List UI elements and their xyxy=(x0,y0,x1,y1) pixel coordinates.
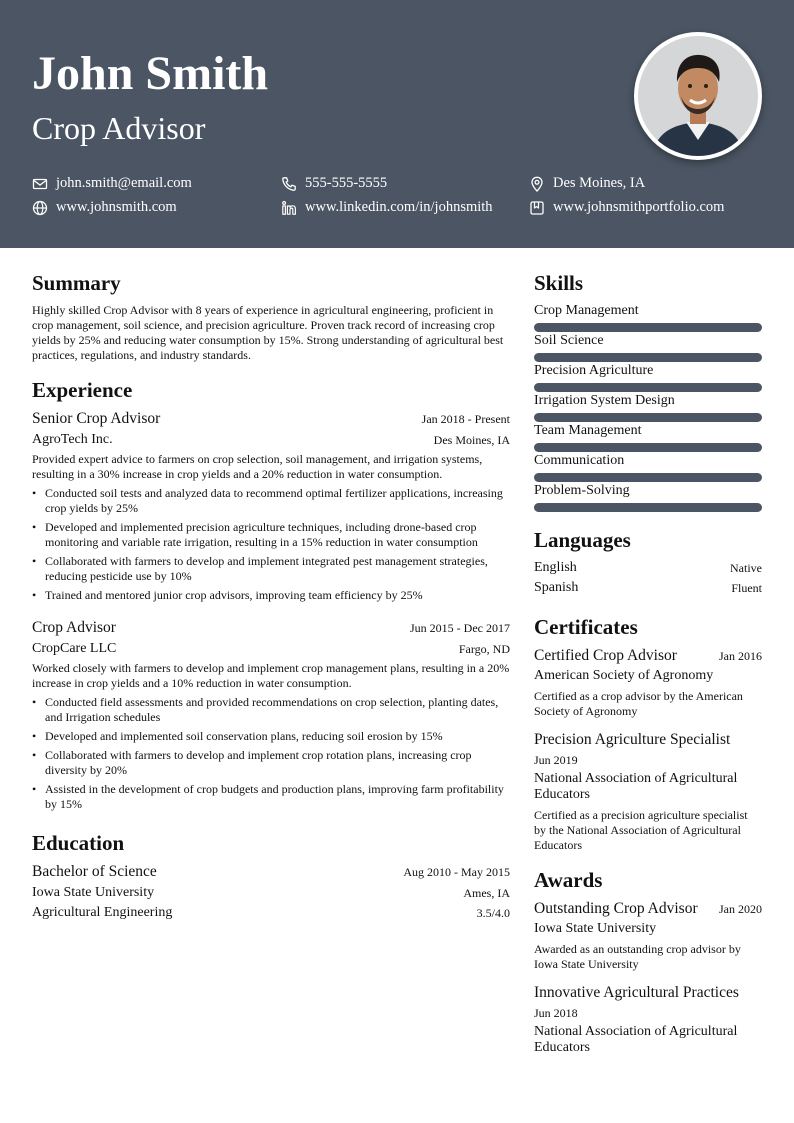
language-level: Fluent xyxy=(731,581,762,595)
job-title: Senior Crop Advisor xyxy=(32,410,161,427)
skill-bar xyxy=(534,353,762,362)
award-title: Outstanding Crop Advisor xyxy=(534,900,698,917)
certificate-description: Certified as a precision agriculture specialist by the National Association of Agricultural Educators xyxy=(534,808,748,852)
candidate-title: Crop Advisor xyxy=(32,110,206,146)
skill-bar xyxy=(534,323,762,332)
job-bullet-list xyxy=(32,486,510,607)
job-bullet: • Conducted field assessments and provided recommendations on crop selection, planting dates, and Irrigation schedules xyxy=(45,695,510,725)
education-heading: Education xyxy=(32,831,125,855)
job-title: Crop Advisor xyxy=(32,619,116,636)
award-date: Jan 2020 xyxy=(719,902,762,916)
contact-email[interactable] xyxy=(32,175,192,192)
profile-photo xyxy=(634,32,762,160)
contact-phone-text: 555-555-5555 xyxy=(305,175,388,191)
certificate-description: Certified as a crop advisor by the American Society of Agronomy xyxy=(534,689,743,718)
contact-location xyxy=(529,175,645,192)
job-location: Fargo, ND xyxy=(458,642,510,656)
contact-linkedin[interactable] xyxy=(281,199,493,216)
certificate-title: Precision Agriculture Specialist xyxy=(534,731,731,748)
resume-header xyxy=(0,0,794,248)
contact-email-text: john.smith@email.com xyxy=(56,175,192,191)
certificates-heading: Certificates xyxy=(534,615,638,639)
skill-name: Team Management xyxy=(534,423,642,438)
job-bullet: • Developed and implemented precision agriculture techniques, including drone-based crop monitoring and variable rate irrigation, resulting in a 15% reduction in water consumption xyxy=(45,520,510,550)
award-issuer: Iowa State University xyxy=(534,921,657,936)
skill-bar xyxy=(534,443,762,452)
language-level: Native xyxy=(730,561,762,575)
phone-icon xyxy=(281,176,297,192)
skill-name: Precision Agriculture xyxy=(534,363,654,378)
job-bullet: • Collaborated with farmers to develop and implement integrated pest management strategies, reducing pesticide use by 10% xyxy=(45,554,510,584)
award-description: Awarded as an outstanding crop advisor by Iowa State University xyxy=(534,942,741,971)
skill-name: Crop Management xyxy=(534,303,639,318)
field-of-study: Agricultural Engineering xyxy=(32,905,173,920)
skill-name: Irrigation System Design xyxy=(534,393,675,408)
job-bullet: • Assisted in the development of crop budgets and production plans, improving farm profitability by 15% xyxy=(45,782,510,812)
education-dates: Aug 2010 - May 2015 xyxy=(403,865,510,879)
job-dates: Jan 2018 - Present xyxy=(421,412,510,426)
skill-name: Communication xyxy=(534,453,625,468)
job-company: AgroTech Inc. xyxy=(32,432,113,447)
email-icon xyxy=(32,176,48,192)
globe-icon xyxy=(32,200,48,216)
skill-bar xyxy=(534,413,762,422)
experience-heading: Experience xyxy=(32,378,133,402)
candidate-name: John Smith xyxy=(32,47,269,100)
job-bullet: • Trained and mentored junior crop advisors, improving team efficiency by 25% xyxy=(45,588,510,603)
contact-linkedin-text: www.linkedin.com/in/johnsmith xyxy=(305,199,493,215)
skill-bar xyxy=(534,383,762,392)
job-description: Worked closely with farmers to develop and implement crop management plans, resulting in a 20% increase in crop yields and a 10% reduction in water consumption. xyxy=(32,661,510,690)
certificate-date: Jan 2016 xyxy=(719,649,762,663)
certificate-title: Certified Crop Advisor xyxy=(534,647,677,664)
job-dates: Jun 2015 - Dec 2017 xyxy=(410,621,510,635)
skill-bar xyxy=(534,503,762,512)
contact-phone[interactable] xyxy=(281,175,387,192)
certificate-issuer: American Society of Agronomy xyxy=(534,668,714,683)
job-location: Des Moines, IA xyxy=(433,433,510,447)
languages-heading: Languages xyxy=(534,528,631,552)
job-bullet-list xyxy=(32,695,510,816)
summary-heading: Summary xyxy=(32,271,121,295)
skills-heading: Skills xyxy=(534,271,584,295)
awards-heading: Awards xyxy=(534,868,603,892)
skill-name: Soil Science xyxy=(534,333,604,348)
certificate-issuer: National Association of Agricultural Educators xyxy=(534,771,738,802)
job-description: Provided expert advice to farmers on crop selection, soil management, and irrigation systems, resulting in a 30% increase in crop yields and a 20% reduction in water consumption. xyxy=(32,452,483,481)
award-title: Innovative Agricultural Practices xyxy=(534,984,739,1001)
skill-bar xyxy=(534,473,762,482)
certificate-date: Jun 2019 xyxy=(534,753,578,767)
language-name: Spanish xyxy=(534,580,579,595)
school-name: Iowa State University xyxy=(32,885,155,900)
gpa: 3.5/4.0 xyxy=(476,906,510,920)
job-bullet: • Conducted soil tests and analyzed data to recommend optimal fertilizer applications, increasing crop yields by 25% xyxy=(45,486,510,516)
contact-website-text: www.johnsmith.com xyxy=(56,199,177,215)
linkedin-icon xyxy=(281,200,297,216)
summary-text: Highly skilled Crop Advisor with 8 years of experience in agricultural engineering, proficient in crop management, soil science, and precision agriculture. Proven track record of increasing crop yields by 25% and reducing water consumption by 15%. Strong understanding of agricultural best practices, regulations, and industry standards. xyxy=(32,303,504,362)
school-location: Ames, IA xyxy=(463,886,510,900)
language-name: English xyxy=(534,560,577,575)
contact-website[interactable] xyxy=(32,199,177,216)
degree-title: Bachelor of Science xyxy=(32,863,157,880)
job-company: CropCare LLC xyxy=(32,641,117,656)
contact-portfolio-text: www.johnsmithportfolio.com xyxy=(553,199,725,215)
skill-name: Problem-Solving xyxy=(534,483,630,498)
portfolio-icon xyxy=(529,200,545,216)
profile-photo-image xyxy=(638,36,758,156)
job-bullet: • Developed and implemented soil conservation plans, reducing soil erosion by 15% xyxy=(45,729,510,744)
award-issuer: National Association of Agricultural Educators xyxy=(534,1024,738,1055)
job-bullet: • Collaborated with farmers to develop and implement crop rotation plans, increasing crop diversity by 20% xyxy=(45,748,510,778)
award-date: Jun 2018 xyxy=(534,1006,578,1020)
location-pin-icon xyxy=(529,176,545,192)
contact-location-text: Des Moines, IA xyxy=(553,175,646,191)
contact-portfolio[interactable] xyxy=(529,199,724,216)
